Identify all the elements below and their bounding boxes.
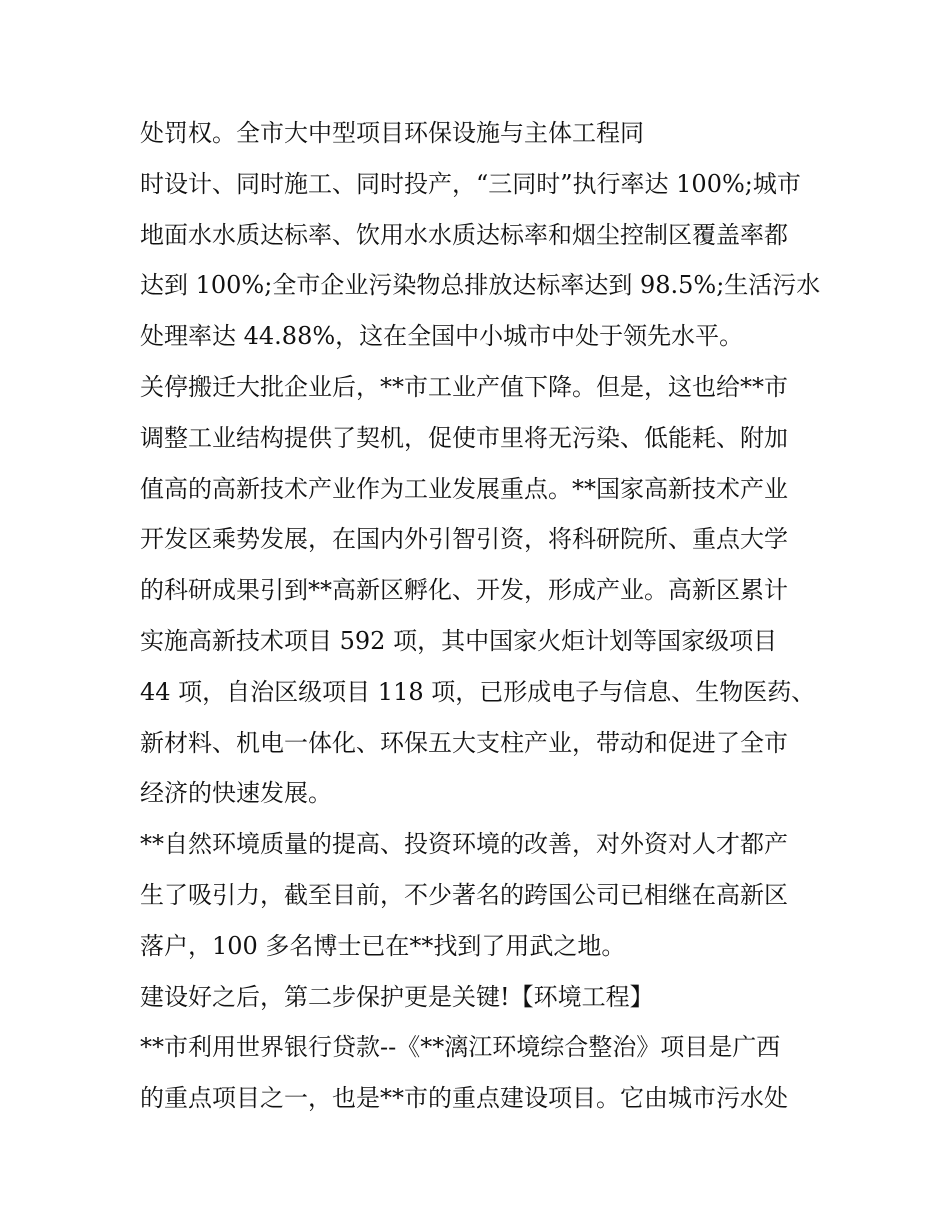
text-line: 调整工业结构提供了契机，促使市里将无污染、低能耗、附加 xyxy=(140,423,788,452)
text-line: 新材料、机电一体化、环保五大支柱产业，带动和促进了全市 xyxy=(140,728,788,757)
text-line: 处理率达 44.88%，这在全国中小城市中处于领先水平。 xyxy=(140,322,744,351)
document-body xyxy=(140,108,820,1124)
text-line: 落户，100 多名博士已在**找到了用武之地。 xyxy=(140,931,626,960)
text-line: 的重点项目之一，也是**市的重点建设项目。它由城市污水处 xyxy=(140,1084,788,1113)
text-line: 的科研成果引到**高新区孵化、开发，形成产业。高新区累计 xyxy=(140,576,788,605)
text-line: 实施高新技术项目 592 项，其中国家火炬计划等国家级项目 xyxy=(140,626,778,655)
text-line: 达到 100%;全市企业污染物总排放达标率达到 98.5%;生活污水 xyxy=(140,271,821,300)
text-line: 值高的高新技术产业作为工业发展重点。**国家高新技术产业 xyxy=(140,474,788,503)
text-line: 地面水水质达标率、饮用水水质达标率和烟尘控制区覆盖率都 xyxy=(140,220,788,249)
text-line: 开发区乘势发展，在国内外引智引资，将科研院所、重点大学 xyxy=(140,525,788,554)
text-line: **市利用世界银行贷款--《**漓江环境综合整治》项目是广西 xyxy=(140,1033,781,1062)
text-line: **自然环境质量的提高、投资环境的改善，对外资对人才都产 xyxy=(140,830,788,859)
text-line: 关停搬迁大批企业后，**市工业产值下降。但是，这也给**市 xyxy=(140,372,788,401)
text-line: 处罚权。全市大中型项目环保设施与主体工程同 xyxy=(140,119,644,147)
text-line: 生了吸引力，截至目前，不少著名的跨国公司已相继在高新区 xyxy=(140,880,788,909)
text-line: 经济的快速发展。 xyxy=(140,779,332,808)
text-line: 时设计、同时施工、同时投产，“三同时”执行率达 100%;城市 xyxy=(140,169,801,198)
text-line: 建设好之后，第二步保护更是关键!【环境工程】 xyxy=(140,982,654,1011)
text-line: 44 项，自治区级项目 118 项，已形成电子与信息、生物医药、 xyxy=(140,677,816,706)
